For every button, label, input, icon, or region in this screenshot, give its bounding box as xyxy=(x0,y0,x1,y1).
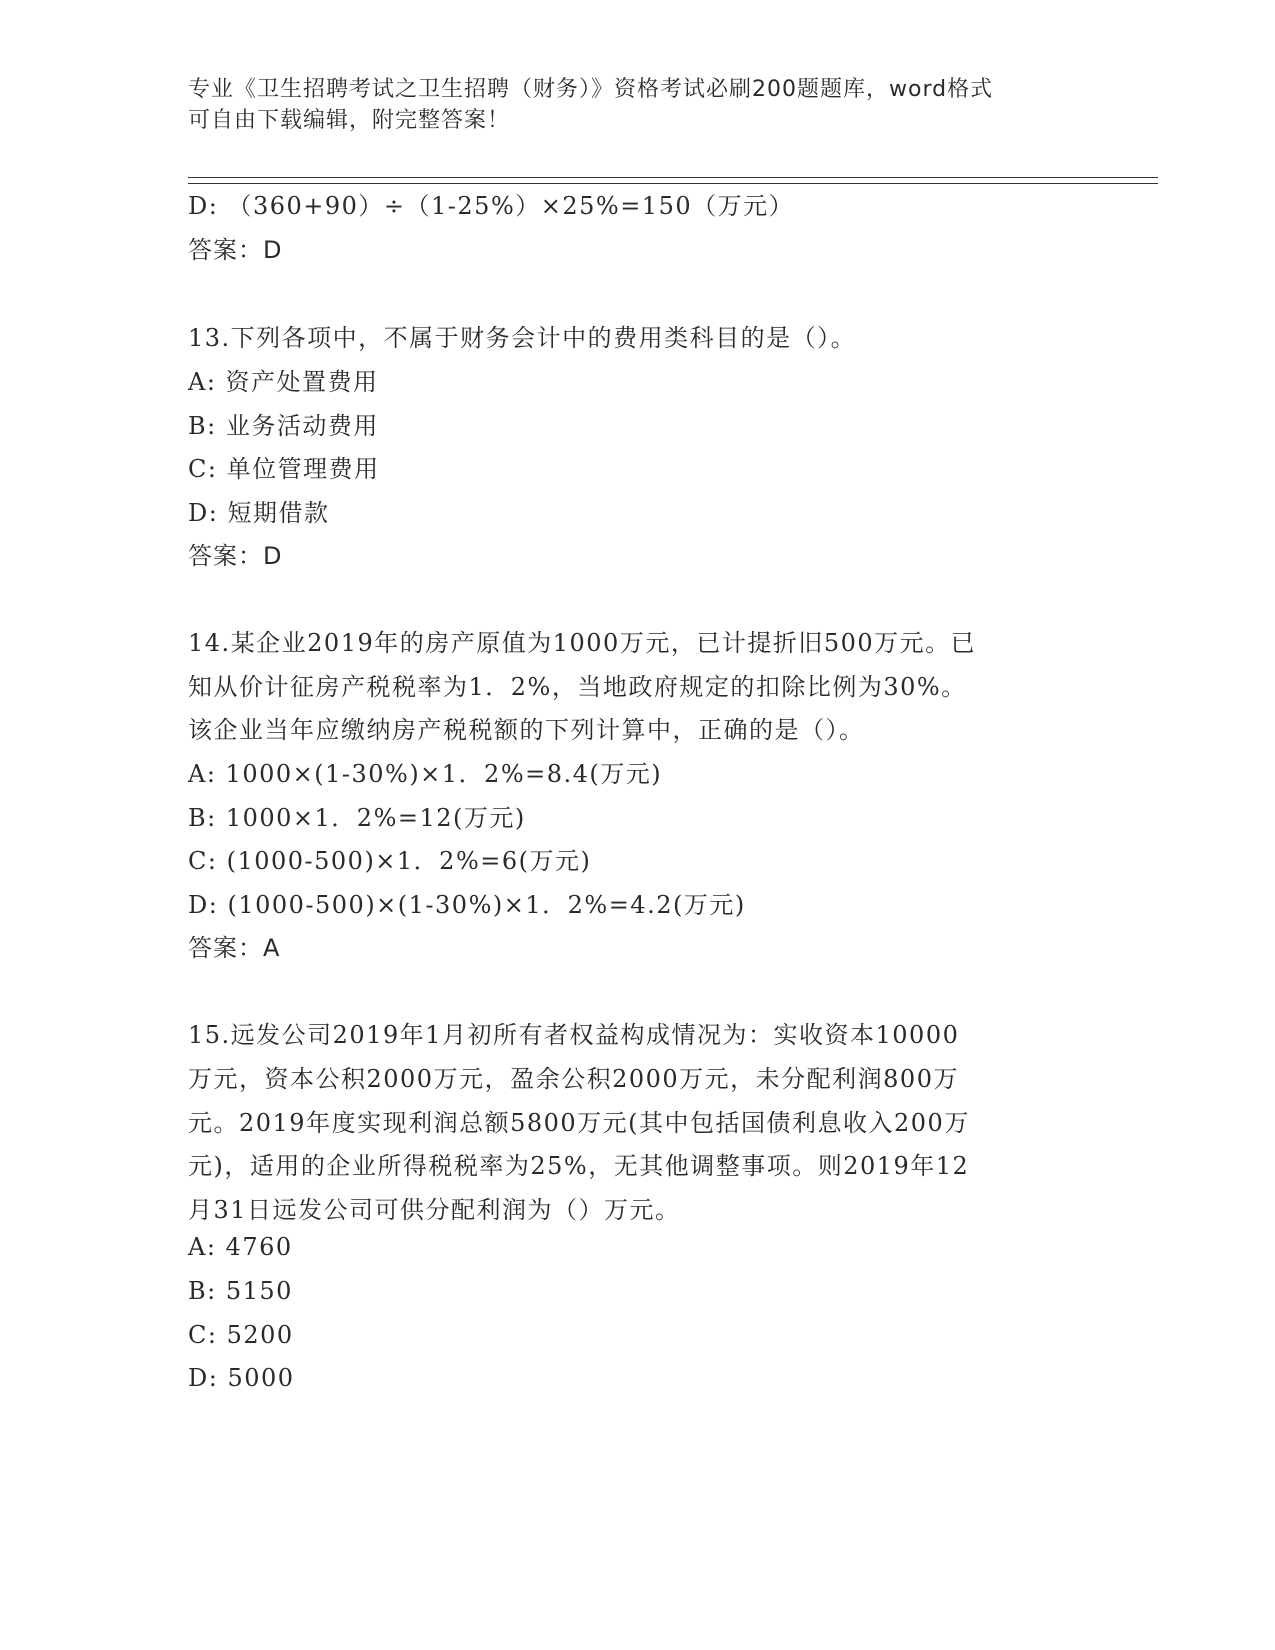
q15-stem-line-4: 元)，适用的企业所得税税率为25%，无其他调整事项。则2019年12 xyxy=(188,1152,970,1180)
q13-option-d: D: 短期借款 xyxy=(188,499,330,527)
q15-option-c: C: 5200 xyxy=(188,1321,294,1349)
q15-stem-line-1: 15.远发公司2019年1月初所有者权益构成情况为：实收资本10000 xyxy=(188,1021,960,1049)
q14-stem-line-3: 该企业当年应缴纳房产税税额的下列计算中，正确的是（）。 xyxy=(188,716,865,744)
q15-stem-line-5: 月31日远发公司可供分配利润为（）万元。 xyxy=(188,1196,681,1224)
q14-option-c: C: (1000-500)×1．2%=6(万元) xyxy=(188,847,592,875)
q14-option-d: D: (1000-500)×(1-30%)×1．2%=4.2(万元) xyxy=(188,891,746,919)
q14-stem-line-2: 知从价计征房产税税率为1．2%，当地政府规定的扣除比例为30%。 xyxy=(188,673,967,701)
q15-stem-line-2: 万元，资本公积2000万元，盈余公积2000万元，未分配利润800万 xyxy=(188,1065,959,1093)
q13-option-a: A: 资产处置费用 xyxy=(188,368,379,396)
q13-option-b: B: 业务活动费用 xyxy=(188,412,379,440)
q14-answer: 答案：A xyxy=(188,934,281,962)
q13-option-c: C: 单位管理费用 xyxy=(188,455,380,483)
q13-stem: 13.下列各项中，不属于财务会计中的费用类科目的是（）。 xyxy=(188,324,857,352)
q12-option-d: D: （360+90）÷（1-25%）×25%=150（万元） xyxy=(188,192,795,220)
q15-option-b: B: 5150 xyxy=(188,1277,293,1305)
header-rule-bottom xyxy=(188,183,1158,184)
q15-option-d: D: 5000 xyxy=(188,1364,295,1392)
q15-option-a: A: 4760 xyxy=(188,1233,293,1261)
document-header xyxy=(188,74,1068,136)
q15-stem-line-3: 元。2019年度实现利润总额5800万元(其中包括国债利息收入200万 xyxy=(188,1109,970,1137)
header-rule-top xyxy=(188,177,1158,178)
q14-stem-line-1: 14.某企业2019年的房产原值为1000万元，已计提折旧500万元。已 xyxy=(188,629,977,657)
q14-option-a: A: 1000×(1-30%)×1．2%=8.4(万元) xyxy=(188,760,663,788)
header-line-2: 可自由下载编辑，附完整答案！ xyxy=(188,108,511,133)
q13-answer: 答案：D xyxy=(188,542,283,570)
q14-option-b: B: 1000×1．2%=12(万元) xyxy=(188,804,526,832)
q12-answer: 答案：D xyxy=(188,236,283,264)
header-line-1: 专业《卫生招聘考试之卫生招聘（财务）》资格考试必刷200题题库，word格式 xyxy=(188,77,994,102)
